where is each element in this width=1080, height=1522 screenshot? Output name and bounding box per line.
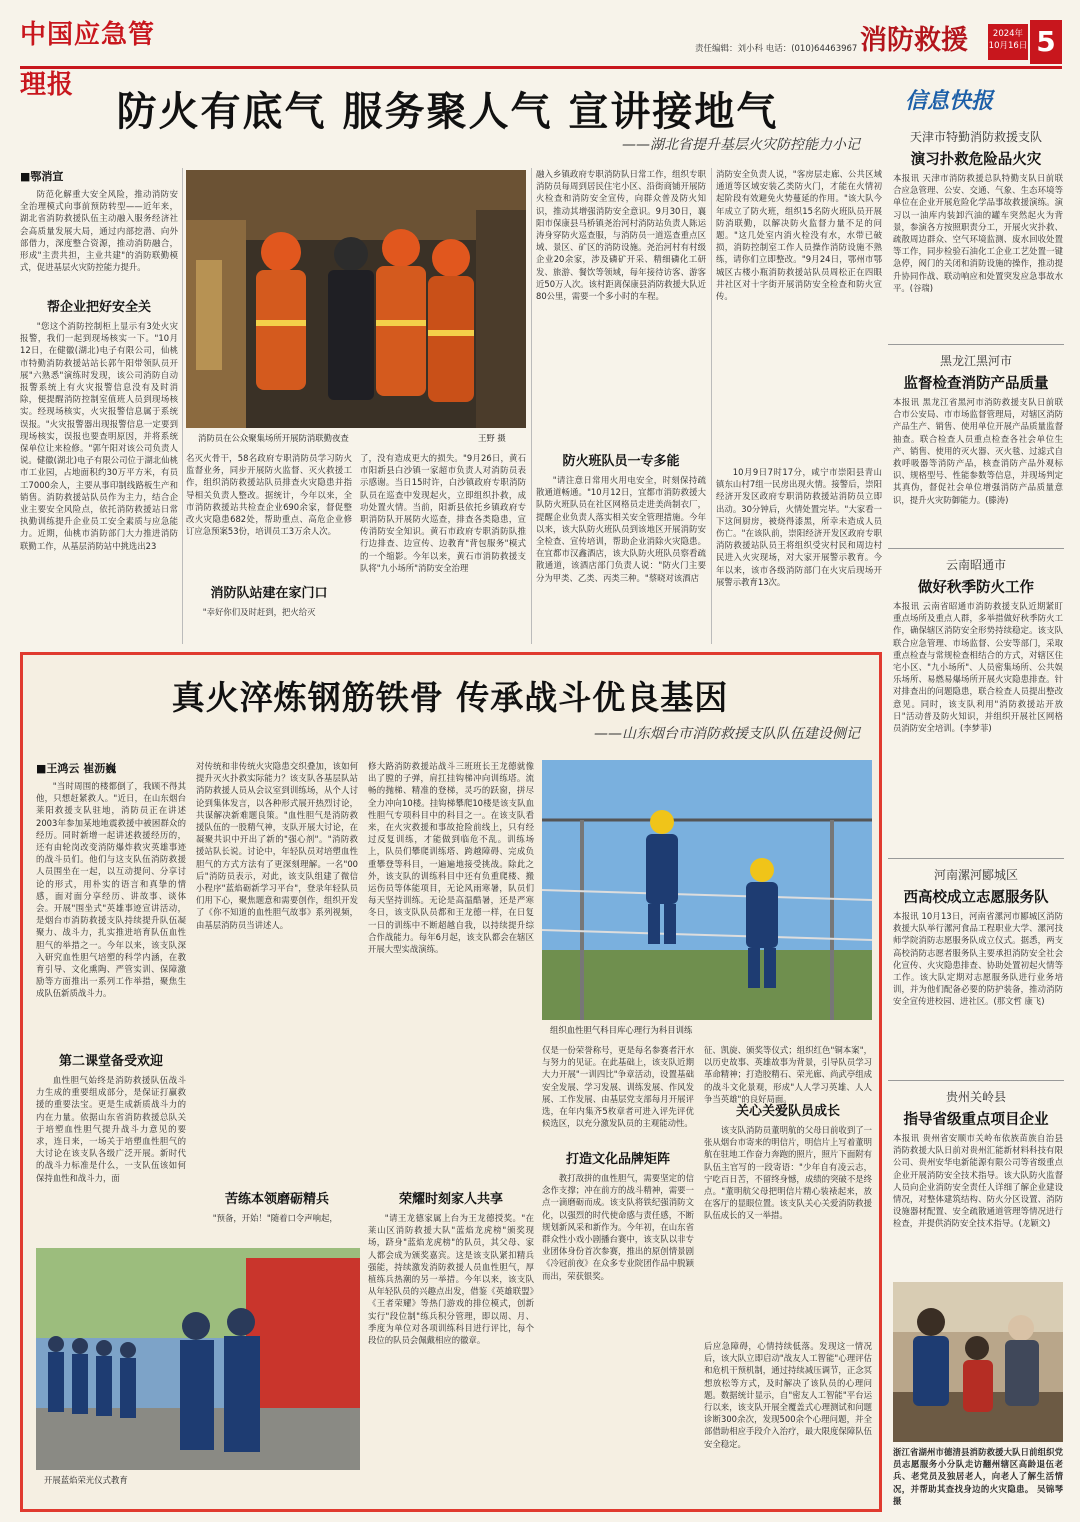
feature-col3b-text: 仅是一份荣誉称号，更是每名参赛者汗水与努力的见证。在此基础上，该支队近期大力开展"一训四比"争章活动，设置基础安全发展、学习发展、训练发展、作风发展、工作发展、由基层党支部每月开展评选，在年内集齐5枚章者可进入评先评优候选区，以充分激发队员的主观能动性。 xyxy=(542,1045,694,1129)
lead-photo-credit: 王野 摄 xyxy=(478,433,506,443)
sidebar-rule xyxy=(888,858,1064,859)
feature-col3-text: 修大路消防救援站战斗三班班长王龙德就像出了膛的子弹，肩扛挂钩梯冲向训练塔。流畅的抛梯、精准的登梯，灵巧的跃窗，拼尽全力冲向10楼。挂钩梯攀爬10楼是该支队血性胆气专项科目中的科目之一。在该支队看来，在火灾救援和事故抢险前线上，只有经过反复训练，才能做到临危不乱。训练场上，队员们攀爬训练塔、跨越障碍、完成负重攀登等科目，一遍遍地接受挑战。除此之外，该支队的训练科目中还有负重爬楼、搬运伤员等体能项目，无论风雨寒暑，队员们每天坚持训练。无论是高温酷暑，还是严寒冬日，该支队队员都和王龙德一样，在日复一日的训练中不断超越自我，以持续提升综合作战能力。每年6月起，该支队都会在辖区开展大型实战演练。 xyxy=(368,761,534,955)
lead-subhead-2: 消防队站建在家门口 xyxy=(210,586,328,601)
feature-subhead-3: 荣耀时刻家人共享 xyxy=(398,1192,503,1207)
section-title: 消防救援 xyxy=(860,25,968,56)
lead-col2b-text: "幸好你们及时赶到，把火给灭 xyxy=(202,607,316,617)
sidebar-item-body: 本报讯 云南省昭通市消防救援支队近期紧盯重点场所及重点人群，多举措做好秋季防火工作，确保辖区消防安全形势持续稳定。该支队联合应急管理、市场监督、公安等部门，采取重点检查与常规检查相结合的方式，对辖区住宅小区、"九小场所"、人员密集场所、公共娱乐场所、易燃易爆场所开展火灾隐患排查。针对排查出的问题隐患，联合检查人员提出整改意见。同时，该支队利用"消防救援站开放日"活动普及防火知识，并组织开展社区网格员消防安全培训。(李梦菲) xyxy=(893,601,1063,734)
column-rule xyxy=(711,168,712,644)
lead-col5-text: 消防安全负责人说，"客房层走廊、公共区域通道等区域安装乙类防火门，才能在火情初起阶段有效避免火势蔓延的作用。"该大队今年成立了防火班，组织15名防火班队员开展防消联勤，以解决防火监督力量不足的问题。"这几处室内消火栓没有水，水带已破损，消防控制室工作人员操作消防设施不熟练，请你们立即整改。"9月24日，鄂州市鄂城区古楼小瓶消防救援站队员周松正在四眼井社区对十字街开展消防安全检查和防火宣传。 xyxy=(716,169,882,302)
lead-col4b-text: "请注意日常用火用电安全，时刻保持疏散通道畅通。"10月12日，宜都市消防救援大队防火班队员在社区网格员走进美尚制衣厂，提醒企业负责人落实相关安全管理措施。今年以来，该大队防火班队员到该地区开展消防安全检查、宣传培训，帮助企业消除火灾隐患。在宜都市汉鑫酒店，该大队防火班队员察看疏散通道，该酒店部门负责人说："防火门主要分为甲类、乙类、丙类三种。"蔡晓对该酒店 xyxy=(536,475,706,583)
lead-col4-text: 融入乡镇政府专职消防队日常工作，组织专职消防员每周到居民住宅小区、沿街商铺开展防火检查和消防安全宣传，向群众普及防火知识，推动其增强消防安全意识。9月30日，襄阳市保康县马桥镇尧治河村消防站负责人陈运涛身穿防火巡查服，与消防员一道巡查重点区域、景区、矿区的消防设施。尧治河村有村级企业20余家，涉及磷矿开采、精细磷化工研发、旅游、餐饮等领域，每年接待访客、游客近50万人次。该村距离保康县消防救援大队近80公里，需要一个多小时的车程。 xyxy=(536,169,706,302)
issue-date xyxy=(988,24,1028,60)
feature-col4b-text: 该支队消防员董明航的父母日前收到了一张从烟台市寄来的明信片，明信片上写着董明航在驻地工作奋力奔跑的照片，照片下面附有队伍主官写的一段寄语："少年自有凌云志，宁吃百日苦，不留终身憾，成绩的突破不是终点。"董明航父母把明信片精心装裱起来，放在客厅的显眼位置。该支队关心关爱消防救援队伍成长的又一举措。 xyxy=(704,1125,872,1221)
lead-col2-text: 名灭火骨干，58名政府专职消防员学习防火监督业务，同步开展防火监督、灭火救援工作，组织消防救援站队员排查火灾隐患并指导相关负责人整改。据统计，今年以来，全市消防救援站共检查企业690余家，督促整改火灾隐患682处，帮助重点、高危企业修订应急预案53份，培训员工3万余人次。 xyxy=(186,453,352,537)
sidebar-item-title: 演习扑救危险品火灾 xyxy=(910,152,1042,168)
feature-col1b-text: 血性胆气始终是消防救援队伍战斗力生成的重要组成部分，是保证打赢救援的重要法宝。更是生成新质战斗力的内在力量。依据山东省消防救援总队关于培塑血性胆气提升战斗力意见的要求，连日来，一场关于培塑血性胆气的大讨论在该支队各级广泛开展。新时代的战斗力标准是什么，一支队伍该如何保持血性和战斗力，面 xyxy=(36,1075,186,1183)
feature-subheadline: ——山东烟台市消防救援支队队伍建设侧记 xyxy=(594,726,860,742)
feature-col5-text: 后应急障碍，心情持续低落。发现这一情况后，该大队立即启动"战友人工智能"心理评估和危机干预机制，通过持续减压调节，正念冥想放松等方式，及时解决了该队员的心理问题。数据统计显示，自"密友人工智能"平台运行以来，该支队开展全覆盖式心理测试和问题诊断300余次，发现500余个心理问题，并全部借助相应手段介入治疗，最大限度保障队伍安全稳定。 xyxy=(704,1341,872,1449)
editor-info: 责任编辑：刘小科 电话：(010)64463967 xyxy=(695,44,858,54)
sidebar-item-title: 指导省级重点项目企业 xyxy=(903,1112,1049,1128)
feature-subhead-2: 苦练本领磨砺精兵 xyxy=(224,1192,329,1207)
feature-col2b-text: "预备，开始！"随着口令声响起， xyxy=(212,1213,338,1223)
lead-photo-night-inspection xyxy=(186,170,526,428)
lead-subhead-3: 防火班队员一专多能 xyxy=(562,454,680,469)
sidebar-item-body: 本报讯 天津市消防救援总队特勤支队日前联合应急管理、公安、交通、气象、生态环境等单位在企业开展危险化学品事故救援演练。演习以一油库内装卸汽油的罐车突然起火为背景，参演各方按照职责分工，开展火灾扑救、疏散周边群众、空气环境监测、废水回收处置等工作，同步检验石油化工企业工艺处置一键急停，阀门的关闭和消防设施的操作，推动提升协同作战、联动响应和处置突发应急事故水平。(谷瑞) xyxy=(893,173,1063,293)
feature-author: ■王鸿云 崔沥巍 xyxy=(36,762,117,775)
lead-col1-text: "您这个消防控制柜上显示有3处火灾报警，我们一起到现场核实一下。"10月12日，在健徽(湖北)电子有限公司，仙桃市特勤消防救援站站长郭午阳带领队员开展"六熟悉"演练时发现，该公司消防自动报警系统上有火灾报警信息没有及时消除，便提醒消防控制室值班人员到现场核实。经现场核实，火灾报警信息属于系统误报。"火灾报警器出现报警信息一定要到现场核实，误报也要查明原因，并将系统保单位让来检修。"郭午阳对该公司负责人说。健徽(湖北)电子有限公司位于湖北仙桃市工业园，占地面积约30万平方米，有员工7000余人，主要从事印制线路板生产和销售。消防救援站队员作为主力，结合企业主要安全风险点，依托消防救援站日常执勤训练提升企业员工安全素质与应急能力。近期，仙桃市消防部门大力推进消防联勤工作，从基层消防站中挑选出23 xyxy=(20,321,178,551)
sidebar-item-title: 西高校成立志愿服务队 xyxy=(903,890,1049,906)
sidebar-rule xyxy=(888,1080,1064,1081)
sidebar-photo-caption: 浙江省湖州市德清县消防救援大队日前组织党员志愿服务小分队走访翻州辖区高龄退伍老兵、老党员及独居老人，向老人了解生活情况，并帮助其查找身边的火灾隐患。 吴锦琴 摄 xyxy=(893,1447,1064,1506)
sidebar-item-body: 本报讯 10月13日，河南省漯河市郾城区消防救援大队举行漯河食品工程职业大学、漯河技师学院消防志愿服务队成立仪式。据悉，两支高校消防志愿者服务队主要承担消防安全社会化宣传、火灾隐患排查、协助处置初起火情等工作。该大队定期对志愿服务队进行业务培训，并为他们配备必要的防护装备，推动消防安全宣传进校园、进社区。(那文哲 康飞) xyxy=(893,911,1063,1007)
sidebar-item-title: 监督检查消防产品质量 xyxy=(903,376,1049,392)
page-number: 5 xyxy=(1030,20,1062,64)
sidebar-item-credit: (谷瑞) xyxy=(909,282,934,293)
sidebar-item-region: 河南漯河郾城区 xyxy=(933,868,1018,882)
sidebar-item-body: 本报讯 黑龙江省黑河市消防救援支队日前联合市公安局、市市场监督管理局，对辖区消防产品生产、销售、使用单位开展产品质量监督抽查。联合检查人员重点检查各社会单位生产、销售、使用的灭火器、灭火毯、过滤式自救呼吸器等消防产品，核查消防产品外观标识、规格型号、性能参数等信息，并现场判定其真伪，督促社会单位增强消防产品质量意识，提升火灾防御能力。(滕涛) xyxy=(893,397,1063,505)
lead-author: ■鄂消宣 xyxy=(20,170,64,183)
feature-col1-text: "当时周围的楼都倒了，我顾不得其他，只想赶紧救人。"近日，在山东烟台莱阳救援支队驻地，消防员正在讲述2003年参加某地地震救援中被困群众的经历。同时新增一起讲述救援经历的，还有由轮岗改变消防爆炸救灾英雄事迹的战斗员们。他们与这支队伍消防救援人员围坐在一起，以互动提问、分享讨论的形式，用朴实的语言和真挚的情感，面对面分享经历、讲故事、谈体会。开展"围坐式"英雄事迹宣讲活动，是烟台市消防救援支队持续提升队伍凝聚力、战斗力，扎实推进培育队伍血性胆气的举措之一。今年以来，该支队深入研究血性胆气培塑的科学内涵，在教育引导、文化熏陶、严管实训、保障激励等方面推出一系列工作举措，聚焦生成队伍新质战斗力。 xyxy=(36,781,186,999)
sidebar-item-body: 本报讯 贵州省安顺市关岭布依族苗族自治县消防救援大队日前对贵州汇能新材料科技有限公司、贵州安华电新能源有限公司等省级重点企业开展消防安全技术指导。该大队防火监督人员向企业消防安全责任人详细了解企业建设情况，对整体建筑结构、防火分区设置、消防设施器材配置、安全疏散通道管理等情况进行检查，并提供消防安全技术指导。(龙颖文) xyxy=(893,1133,1063,1229)
feature-photo-bottom-caption: 开展蓝焰荣光仪式教育 xyxy=(44,1475,128,1485)
feature-photo-top-caption: 组织血性胆气科目库心理行为科目训练 xyxy=(550,1025,693,1035)
newspaper-logo: 中国应急管理报 xyxy=(20,20,156,100)
issue-day: 10月16日 xyxy=(988,41,1028,51)
sidebar-photo-credit: 吴锦琴 摄 xyxy=(893,1483,1064,1506)
feature-photo-training xyxy=(542,760,872,1020)
sidebar-item-region: 云南昭通市 xyxy=(945,558,1006,572)
lead-intro: 防范化解重大安全风险，推动消防安全治理模式向事前预防转型——近年来，湖北省消防救援队伍主动融入服务经济社会高质量发展大局，通过内部挖潜、向外部借力，深度整合资源，推动消防融合，形成"主责共担，主业共建"的消防联勤模式，促进基层火灾防控能力提升。 xyxy=(20,189,178,273)
sidebar-photo-elderly-visit xyxy=(893,1282,1063,1442)
sidebar-item-credit: (那文哲 康飞) xyxy=(993,996,1045,1007)
sidebar-item-title: 做好秋季防火工作 xyxy=(918,580,1034,596)
sidebar-rule xyxy=(888,548,1064,549)
sidebar-item-credit: (龙颖文) xyxy=(1018,1218,1051,1229)
feature-subhead-4: 关心关爱队员成长 xyxy=(735,1104,840,1119)
lead-subheadline: ——湖北省提升基层火灾防控能力小记 xyxy=(622,137,860,153)
lead-photo-caption: 消防员在公众聚集场所开展防消联勤夜查 xyxy=(198,433,349,443)
feature-headline: 真火淬炼钢筋铁骨 传承战斗优良基因 xyxy=(171,678,729,717)
sidebar-item-region: 天津市特勤消防救援支队 xyxy=(909,130,1042,144)
feature-subhead-5: 打造文化品牌矩阵 xyxy=(565,1152,670,1167)
news-flash-brand: 信息快报 xyxy=(905,88,994,114)
feature-col4-text: 征、凯旋、颁奖等仪式；组织红色"铜本案"，以历史故事、英雄故事为背景，引导队员学习革命精神；打造胶精石、荣光廊、尚武亭组成的战斗文化景观，形成"人人学习英雄、人人争当英雄"的良好局面。 xyxy=(704,1045,872,1104)
column-rule xyxy=(531,168,532,644)
feature-photo-ceremony xyxy=(36,1248,360,1470)
lead-subhead-1: 帮企业把好安全关 xyxy=(46,300,151,315)
issue-year: 2024年 xyxy=(992,29,1024,39)
masthead-rule xyxy=(20,66,1062,69)
feature-col3c-text: "请王龙德家属上台为王龙德授奖。"在莱山区消防救援大队"蓝焰龙虎榜"颁奖现场，跻身"蓝焰龙虎榜"的队员，其父母、家人都会成为颁奖嘉宾。这是该支队紧扣精兵强能，持续激发消防救援人员血性胆气，厚植练兵热潮的另一举措。今年以来，该支队从年轻队员的兴趣点出发，借鉴《英雄联盟》《王者荣耀》等热门游戏的排位模式，创新实行"段位制"练兵积分管理，即以周、月、季度为单位对各项训练科目进行评比，每个段位的队员会佩戴相应的徽章。 xyxy=(368,1213,534,1346)
column-rule xyxy=(182,168,183,644)
lead-col3-text: 了，没有造成更大的损失。"9月26日，黄石市阳新县白沙镇一家超市负责人对消防员表示感谢。当日15时许，白沙镇政府专职消防队员在巡查中发现起火，立即组织扑救，成功处置火情。当前，阳新县依托乡镇政府专职消防队开展防火巡查，排查各类隐患，宣传消防安全知识。黄石市政府专职消防队推行边排查、边宣传、边教育"背包服务"模式的一个缩影。今年以来，黄石市消防救援支队将"九小场所"消防安全治理 xyxy=(360,453,526,573)
feature-col4c-text: 教打敌拼的血性胆气，需要坚定的信念作支撑；冲在前方的战斗精神，需要一点一滴磨砺而成。该支队将铁纪强消防文化，以强烈的时代使命感与责任感，不断规划新风采和新作为。今年初，在山东省群众性小戏小剧播台赛中，该支队以非专业团体身份首次参赛，推出的原创情景剧《冷冠前夜》在众多专业院团作品中脱颖而出，荣获银奖。 xyxy=(542,1173,694,1281)
sidebar-item-region: 黑龙江黑河市 xyxy=(939,354,1012,368)
sidebar-item-credit: (滕涛) xyxy=(985,494,1009,505)
feature-col2-text: 对传统和非传统火灾隐患交织叠加，该如何提升灭火扑救实际能力？该支队各基层队站消防救援人员从会议室到训练场，从个人讨论到集体发言，以各种形式展开热烈讨论，共谋解决新难题良策。"血性胆气是消防救援队伍的一股精气神，支队开展大讨论，在凝聚共识中开出了新的"强心剂"。"消防救援站队长说。讨论中，年轻队员对培塑血性胆气的方式方法有了更深刻理解。一名"00后"消防员表示，对此，该支队组建了微信小程序"蓝焰砺新学习平台"，登录年轻队员们用下心，聚焦题意和需要创作，组织开发了《你不知道的血性胆气故事》系列视频，由基层消防员当讲述人。 xyxy=(196,761,358,930)
sidebar-item-region: 贵州关岭县 xyxy=(945,1090,1006,1104)
feature-subhead-1: 第二课堂备受欢迎 xyxy=(58,1054,163,1069)
lead-col5b-text: 10月9日7时17分，咸宁市崇阳县青山镇东山村7组一民房出现火情。接警后，崇阳经济开发区政府专职消防救援站消防员立即出动。30分钟后，火情处置完毕。"大家看一下这间厨房，被烧得漆黑，所幸未造成人员伤亡。"在该队前，崇阳经济开发区政府专职消防救援站队员王将组织受灾村民和周边村民进入火灾现场，对大家开展警示教育。今年以来，该市各级消防部门在火灾后现场开展警示教育13次。 xyxy=(716,467,882,587)
sidebar-rule xyxy=(888,344,1064,345)
lead-headline: 防火有底气 服务聚人气 宣讲接地气 xyxy=(116,88,779,135)
sidebar-item-credit: (李梦菲) xyxy=(960,723,992,734)
